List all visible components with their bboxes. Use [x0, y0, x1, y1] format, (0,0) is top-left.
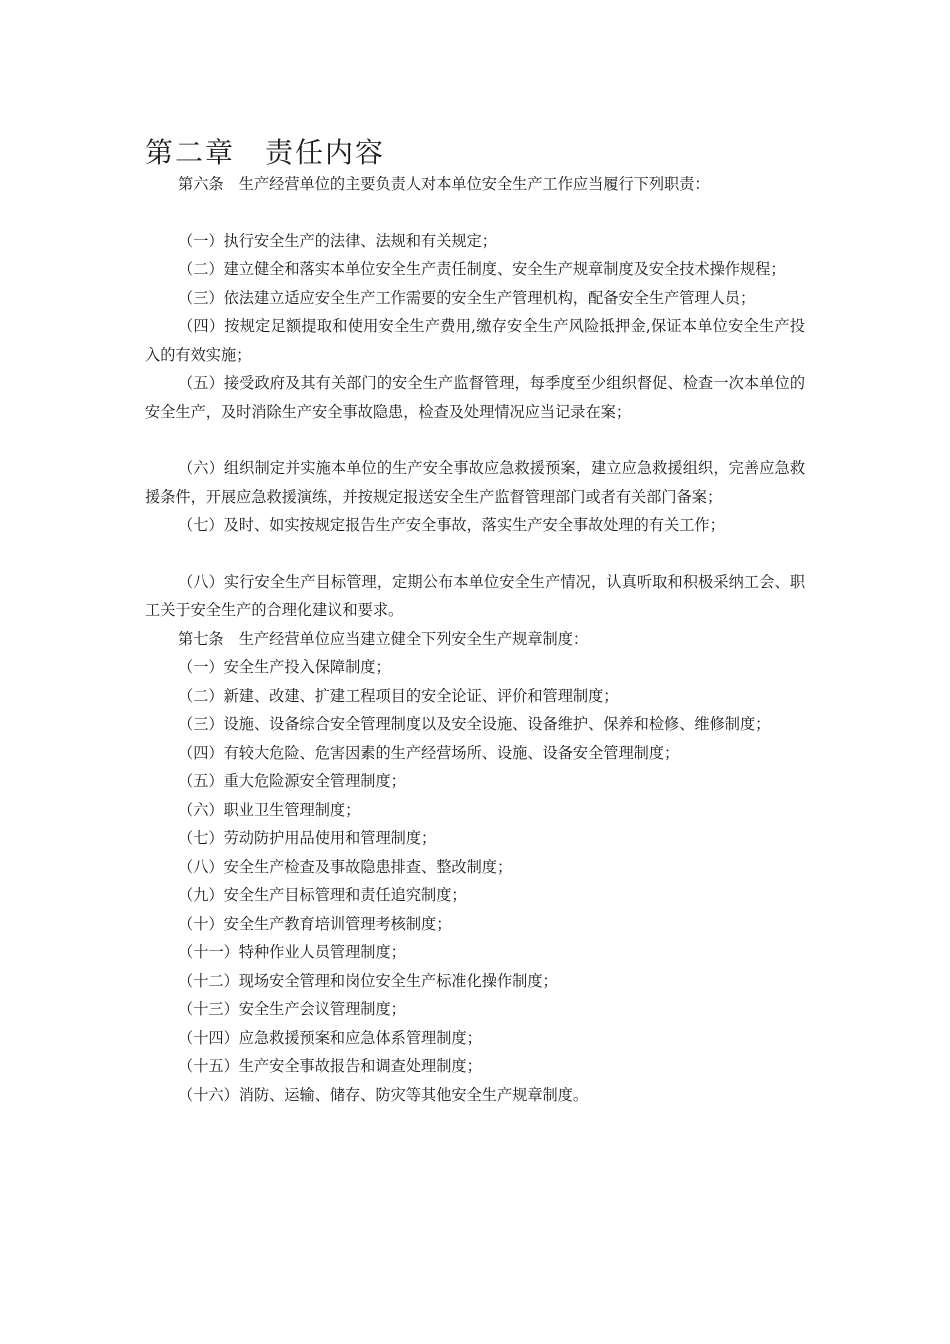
article-7-item-9: （九）安全生产目标管理和责任追究制度； — [178, 886, 467, 904]
article-7-item-16: （十六）消防、运输、储存、防灾等其他安全生产规章制度。 — [178, 1085, 589, 1104]
article-7-item-11: （十一）特种作业人员管理制度； — [178, 943, 406, 961]
article-7-item-13: （十三）安全生产会议管理制度； — [178, 1000, 406, 1018]
article-6-item-8: （八）实行安全生产目标管理，定期公布本单位安全生产情况，认真听取和积极采纳工会、职工关于安全生产的合理化建议和要求。 — [145, 572, 805, 619]
article-7-item-7: （七）劳动防护用品使用和管理制度； — [178, 829, 437, 847]
article-6-item-1: （一）执行安全生产的法律、法规和有关规定； — [178, 231, 497, 250]
chapter-heading: 第二章 责任内容 — [145, 135, 386, 169]
article-7-item-1: （一）安全生产投入保障制度； — [178, 658, 391, 676]
article-6-item-5: （五）接受政府及其有关部门的安全生产监督管理，每季度至少组织督促、检查一次本单位的安全生产，及时消除生产安全事故隐患，检查及处理情况应当记录在案； — [145, 374, 805, 421]
article-7-item-10: （十）安全生产教育培训管理考核制度； — [178, 914, 452, 933]
article-6-intro: 第六条 生产经营单位的主要负责人对本单位安全生产工作应当履行下列职责： — [178, 175, 710, 193]
article-6-item-7: （七）及时、如实按规定报告生产安全事故，落实生产安全事故处理的有关工作； — [178, 516, 725, 534]
article-7-item-5: （五）重大危险源安全管理制度； — [178, 772, 406, 790]
article-7-item-3: （三）设施、设备综合安全管理制度以及安全设施、设备维护、保养和检修、维修制度； — [178, 715, 771, 733]
article-7-item-15: （十五）生产安全事故报告和调查处理制度； — [178, 1057, 482, 1075]
document-body — [145, 170, 805, 1109]
article-6-item-3: （三）依法建立适应安全生产工作需要的安全生产管理机构，配备安全生产管理人员； — [178, 288, 756, 307]
article-7-intro: 第七条 生产经营单位应当建立健全下列安全生产规章制度： — [178, 629, 589, 648]
article-7-item-12: （十二）现场安全管理和岗位安全生产标准化操作制度； — [178, 971, 558, 990]
article-7-item-2: （二）新建、改建、扩建工程项目的安全论证、评价和管理制度； — [178, 686, 619, 705]
article-7-item-4: （四）有较大危险、危害因素的生产经营场所、设施、设备安全管理制度； — [178, 743, 680, 762]
article-7-item-6: （六）职业卫生管理制度； — [178, 800, 361, 819]
article-7-item-8: （八）安全生产检查及事故隐患排查、整改制度； — [178, 857, 513, 876]
article-6-item-2: （二）建立健全和落实本单位安全生产责任制度、安全生产规章制度及安全技术操作规程； — [178, 260, 786, 278]
article-7-item-14: （十四）应急救援预案和应急体系管理制度； — [178, 1028, 482, 1047]
article-6-item-4: （四）按规定足额提取和使用安全生产费用,缴存安全生产风险抵押金,保证本单位安全生产投入的有效实施； — [145, 317, 805, 364]
article-6-item-6: （六）组织制定并实施本单位的生产安全事故应急救援预案，建立应急救援组织，完善应急救援条件，开展应急救援演练，并按规定报送安全生产监督管理部门或者有关部门备案； — [145, 459, 805, 506]
